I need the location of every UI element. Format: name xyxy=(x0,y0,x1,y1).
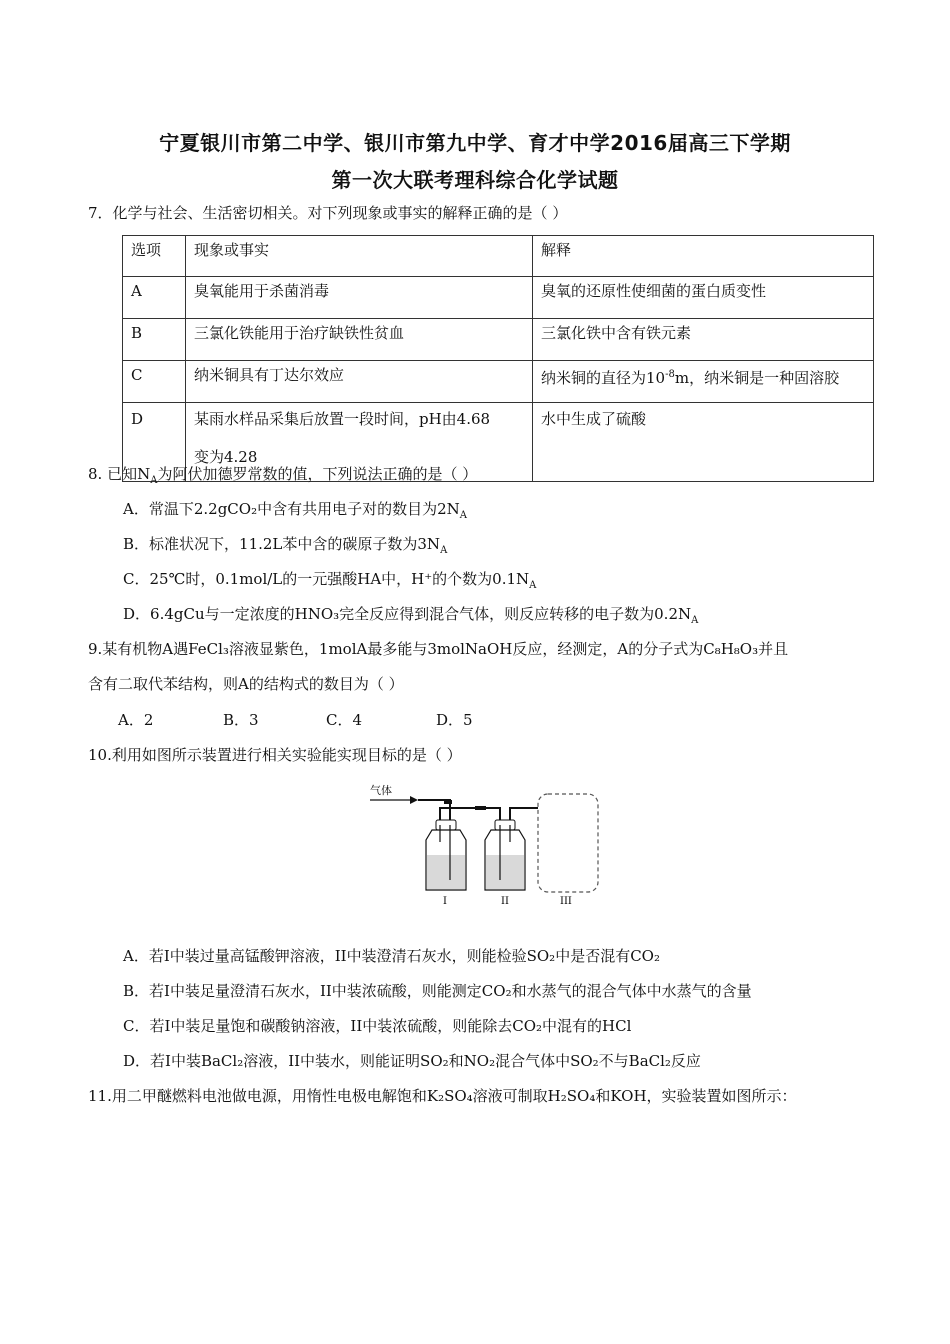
table-row xyxy=(123,361,874,403)
bottle-2-stopper xyxy=(495,820,515,830)
question-9-line2: 含有二取代苯结构，则A的结构式的数目为（ ） xyxy=(88,675,404,693)
question-9-line1: 9.某有机物A遇FeCl₃溶液显紫色，1molA最多能与3molNaOH反应，经测定，A的分子式为C₈H₈O₃并且 xyxy=(88,640,789,658)
row-option: B xyxy=(123,319,186,361)
q8-a-text: A．常温下2.2gCO₂中含有共用电子对的数目为2N xyxy=(123,500,460,518)
row-fact-line2: 变为4.28 xyxy=(194,448,258,466)
question-8-stem xyxy=(88,464,477,491)
question-11-stem: 11.用二甲醚燃料电池做电源，用惰性电极电解饱和K₂SO₄溶液可制取H₂SO₄和KOH，实验装置如图所示： xyxy=(88,1087,797,1105)
table-header-fact: 现象或事实 xyxy=(186,236,533,277)
row-option: D xyxy=(123,403,186,482)
tube-bottle-2-out xyxy=(510,808,538,820)
row-fact: 臭氧能用于杀菌消毒 xyxy=(186,277,533,319)
choice-c: C．4 xyxy=(326,711,363,729)
question-10-option-c: C．若I中装足量饱和碳酸钠溶液，II中装浓硫酸，则能除去CO₂中混有的HCl xyxy=(123,1017,632,1035)
row-fact: 纳米铜具有丁达尔效应 xyxy=(186,361,533,403)
table-row xyxy=(123,277,874,319)
bottle-2-label: II xyxy=(501,896,509,907)
row-explain: 臭氧的还原性使细菌的蛋白质变性 xyxy=(533,277,874,319)
choice-d: D．5 xyxy=(436,711,473,729)
row-explain-pre: 纳米铜的直径为10 xyxy=(541,369,666,387)
table-row xyxy=(123,319,874,361)
q8-stem-post: 为阿伏加德罗常数的值，下列说法正确的是（ ） xyxy=(157,465,478,483)
bottle-1-label: I xyxy=(443,896,447,907)
question-10-stem: 10.利用如图所示装置进行相关实验能实现目标的是（ ） xyxy=(88,746,462,764)
table-header-explain: 解释 xyxy=(533,236,874,277)
q8-stem-pre: 8. 已知N xyxy=(88,465,151,483)
row-option: A xyxy=(123,277,186,319)
bottle-1-liquid xyxy=(427,855,465,889)
question-7-stem: 7．化学与社会、生活密切相关。对下列现象或事实的解释正确的是（ ） xyxy=(88,204,568,222)
q8-b-sub: A xyxy=(440,545,448,556)
choice-a: A．2 xyxy=(118,711,154,729)
apparatus-3-label: III xyxy=(560,896,572,907)
row-option: C xyxy=(123,361,186,403)
gas-washing-apparatus-figure xyxy=(360,780,610,910)
question-10-option-d: D．若I中装BaCl₂溶液，II中装水，则能证明SO₂和NO₂混合气体中SO₂不与BaCl₂反应 xyxy=(123,1052,701,1070)
apparatus-3-dashed-box xyxy=(538,794,598,892)
question-8-option-b xyxy=(123,534,447,561)
bottle-1-stopper xyxy=(436,820,456,830)
row-explain: 三氯化铁中含有铁元素 xyxy=(533,319,874,361)
row-explain: 水中生成了硫酸 xyxy=(533,403,874,482)
q8-c-sub: A xyxy=(529,580,537,591)
row-fact: 三氯化铁能用于治疗缺铁性贫血 xyxy=(186,319,533,361)
row-fact-line1: 某雨水样品采集后放置一段时间，pH由4.68 xyxy=(194,410,491,428)
q8-d-text: D．6.4gCu与一定浓度的HNO₃完全反应得到混合气体，则反应转移的电子数为0.2N xyxy=(123,605,692,623)
row-explain-exponent: -8 xyxy=(665,369,675,380)
question-10-option-b: B．若I中装足量澄清石灰水，II中装浓硫酸，则能测定CO₂和水蒸气的混合气体中水蒸气的含量 xyxy=(123,982,752,1000)
bottle-2-liquid xyxy=(486,855,524,889)
q8-d-sub: A xyxy=(691,615,699,626)
question-8-option-c xyxy=(123,569,536,596)
row-explain xyxy=(533,361,874,403)
question-8-option-d xyxy=(123,604,698,631)
q8-a-sub: A xyxy=(459,510,467,521)
exam-title-line1: 宁夏银川市第二中学、银川市第九中学、育才中学2016届高三下学期 xyxy=(159,131,791,155)
table-header-row xyxy=(123,236,874,277)
row-explain-post: m，纳米铜是一种固溶胶 xyxy=(674,369,840,387)
choice-b: B．3 xyxy=(223,711,259,729)
q8-stem-sub: A xyxy=(150,475,158,486)
question-10-option-a: A．若I中装过量高锰酸钾溶液，II中装澄清石灰水，则能检验SO₂中是否混有CO₂ xyxy=(123,947,660,965)
question-8-option-a xyxy=(123,499,467,526)
q8-b-text: B．标准状况下，11.2L苯中含的碳原子数为3N xyxy=(123,535,441,553)
arrow-head-icon xyxy=(410,796,418,804)
table-header-option: 选项 xyxy=(123,236,186,277)
question-7-table xyxy=(122,235,874,482)
q8-c-text: C．25℃时，0.1mol/L的一元强酸HA中，H⁺的个数为0.1N xyxy=(123,570,530,588)
figure-gas-label: 气体 xyxy=(370,784,392,797)
exam-title-line2: 第一次大联考理科综合化学试题 xyxy=(331,168,619,192)
